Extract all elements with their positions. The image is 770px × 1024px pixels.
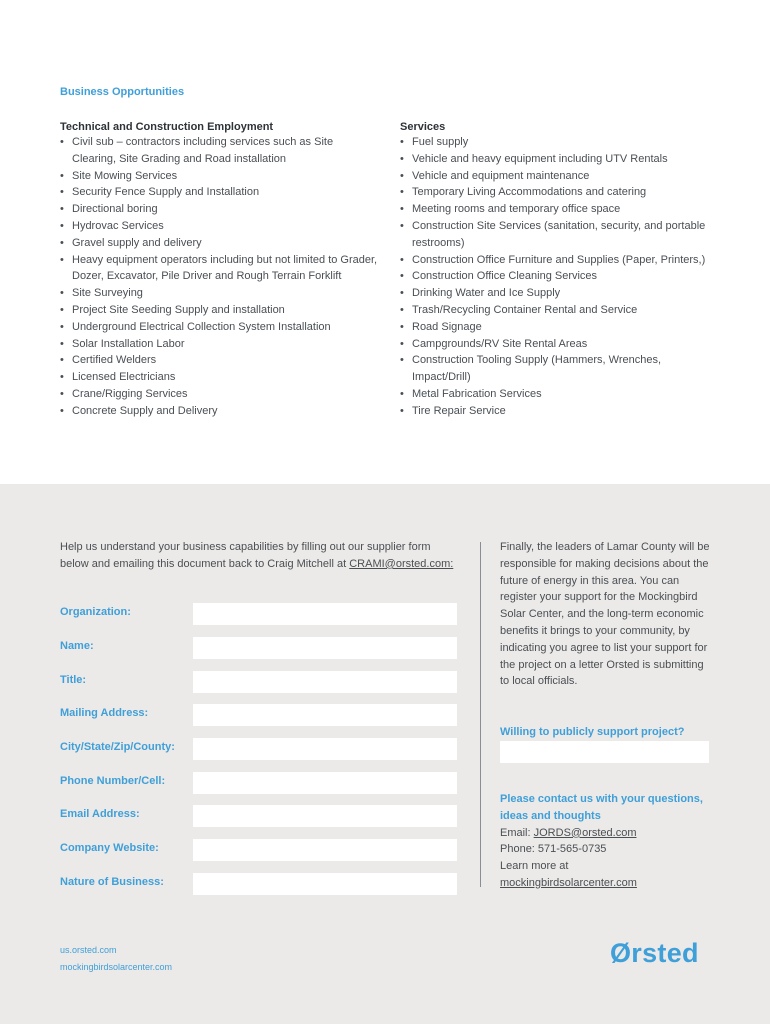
support-text: Finally, the leaders of Lamar County will be responsible for making decisions about the future of energy in this area. You can register your support for the Mockingbird Solar Center, and the long-term economic benefits it brings to your community, by indicating you agree to list your support for the project on a letter Orsted is submitting to local officials.: [500, 541, 710, 688]
phone-label: Phone Number/Cell:: [60, 775, 166, 787]
learn-more-text: Learn more at: [500, 860, 569, 873]
title-label: Title:: [60, 674, 87, 686]
list-item: • Drinking Water and Ice Supply: [400, 285, 720, 302]
footer-link-mockingbird[interactable]: mockingbirdsolarcenter.com: [60, 961, 173, 972]
list-item: • Gravel supply and delivery: [60, 235, 380, 252]
list-item: • Project Site Seeding Supply and installation: [60, 302, 380, 319]
footer-link-orsted[interactable]: us.orsted.com: [60, 945, 117, 955]
list-item: • Heavy equipment operators including but not limited to Grader, Dozer, Excavator, Pile Driver and Rough Terrain Forklift: [60, 252, 380, 286]
list-item: • Site Mowing Services: [60, 168, 380, 185]
form-intro-text: Help us understand your business capabilities by filling out our supplier form below and emailing this document back to Craig Mitchell at: [60, 541, 431, 570]
organization-label: Organization:: [60, 606, 131, 618]
footer-links: [60, 942, 172, 975]
list-item: • Fuel supply: [400, 134, 720, 151]
email-address-label: Email Address:: [60, 808, 140, 820]
contact-block: [500, 791, 715, 892]
nature-of-business-label: Nature of Business:: [60, 876, 164, 888]
city-state-zip-label: City/State/Zip/County:: [60, 741, 175, 753]
list-item: • Road Signage: [400, 319, 720, 336]
contact-email-link[interactable]: CRAMI@orsted.com:: [349, 557, 454, 570]
nature-of-business-field[interactable]: [193, 873, 457, 895]
contact-email-line: [500, 825, 715, 842]
list-item: • Meeting rooms and temporary office space: [400, 201, 720, 218]
contact-phone: Phone: 571-565-0735: [500, 843, 607, 856]
supplier-form-section: [0, 484, 770, 1024]
list-item: • Hydrovac Services: [60, 218, 380, 235]
technical-title: Technical and Construction Employment: [60, 121, 274, 133]
column-divider: [480, 542, 481, 887]
services-column: [400, 120, 720, 420]
mailing-address-label: Mailing Address:: [60, 707, 149, 719]
willing-support-field[interactable]: [500, 741, 709, 763]
technical-column: [60, 120, 380, 420]
city-state-zip-field[interactable]: [193, 738, 457, 760]
services-list: [400, 134, 720, 420]
company-website-label: Company Website:: [60, 842, 159, 854]
company-website-field[interactable]: [193, 839, 457, 861]
list-item: • Construction Office Furniture and Supplies (Paper, Printers,): [400, 252, 720, 269]
list-item: • Construction Office Cleaning Services: [400, 268, 720, 285]
contact-title: Please contact us with your questions, ideas and thoughts: [500, 793, 703, 822]
list-item: • Temporary Living Accommodations and catering: [400, 184, 720, 201]
business-opportunities-section: [0, 0, 770, 484]
list-item: • Crane/Rigging Services: [60, 386, 380, 403]
list-item: • Vehicle and heavy equipment including UTV Rentals: [400, 151, 720, 168]
list-item: • Vehicle and equipment maintenance: [400, 168, 720, 185]
list-item: • Certified Welders: [60, 352, 380, 369]
website-link[interactable]: mockingbirdsolarcenter.com: [500, 876, 637, 889]
list-item: • Licensed Electricians: [60, 369, 380, 386]
email-address-field[interactable]: [193, 805, 457, 827]
services-title: Services: [400, 121, 446, 133]
list-item: • Tire Repair Service: [400, 403, 720, 420]
list-item: • Solar Installation Labor: [60, 336, 380, 353]
page-heading: Business Opportunities: [60, 86, 185, 98]
form-intro: [60, 539, 455, 573]
list-item: • Concrete Supply and Delivery: [60, 403, 380, 420]
list-item: • Security Fence Supply and Installation: [60, 184, 380, 201]
list-item: • Metal Fabrication Services: [400, 386, 720, 403]
name-field[interactable]: [193, 637, 457, 659]
name-label: Name:: [60, 640, 94, 652]
list-item: • Trash/Recycling Container Rental and Service: [400, 302, 720, 319]
willing-support-label: Willing to publicly support project?: [500, 726, 685, 738]
title-field[interactable]: [193, 671, 457, 693]
list-item: • Campgrounds/RV Site Rental Areas: [400, 336, 720, 353]
contact-email-link[interactable]: JORDS@orsted.com: [533, 826, 637, 839]
technical-list: [60, 134, 380, 420]
list-item: • Site Surveying: [60, 285, 380, 302]
list-item: • Underground Electrical Collection System Installation: [60, 319, 380, 336]
phone-field[interactable]: [193, 772, 457, 794]
list-item: • Construction Site Services (sanitation, security, and portable restrooms): [400, 218, 720, 252]
orsted-logo: Ørsted: [610, 938, 699, 968]
email-prefix: Email:: [500, 826, 534, 839]
list-item: • Construction Tooling Supply (Hammers, Wrenches, Impact/Drill): [400, 352, 720, 386]
list-item: • Civil sub – contractors including services such as Site Clearing, Site Grading and Road installation: [60, 134, 380, 168]
organization-field[interactable]: [193, 603, 457, 625]
list-item: • Directional boring: [60, 201, 380, 218]
mailing-address-field[interactable]: [193, 704, 457, 726]
